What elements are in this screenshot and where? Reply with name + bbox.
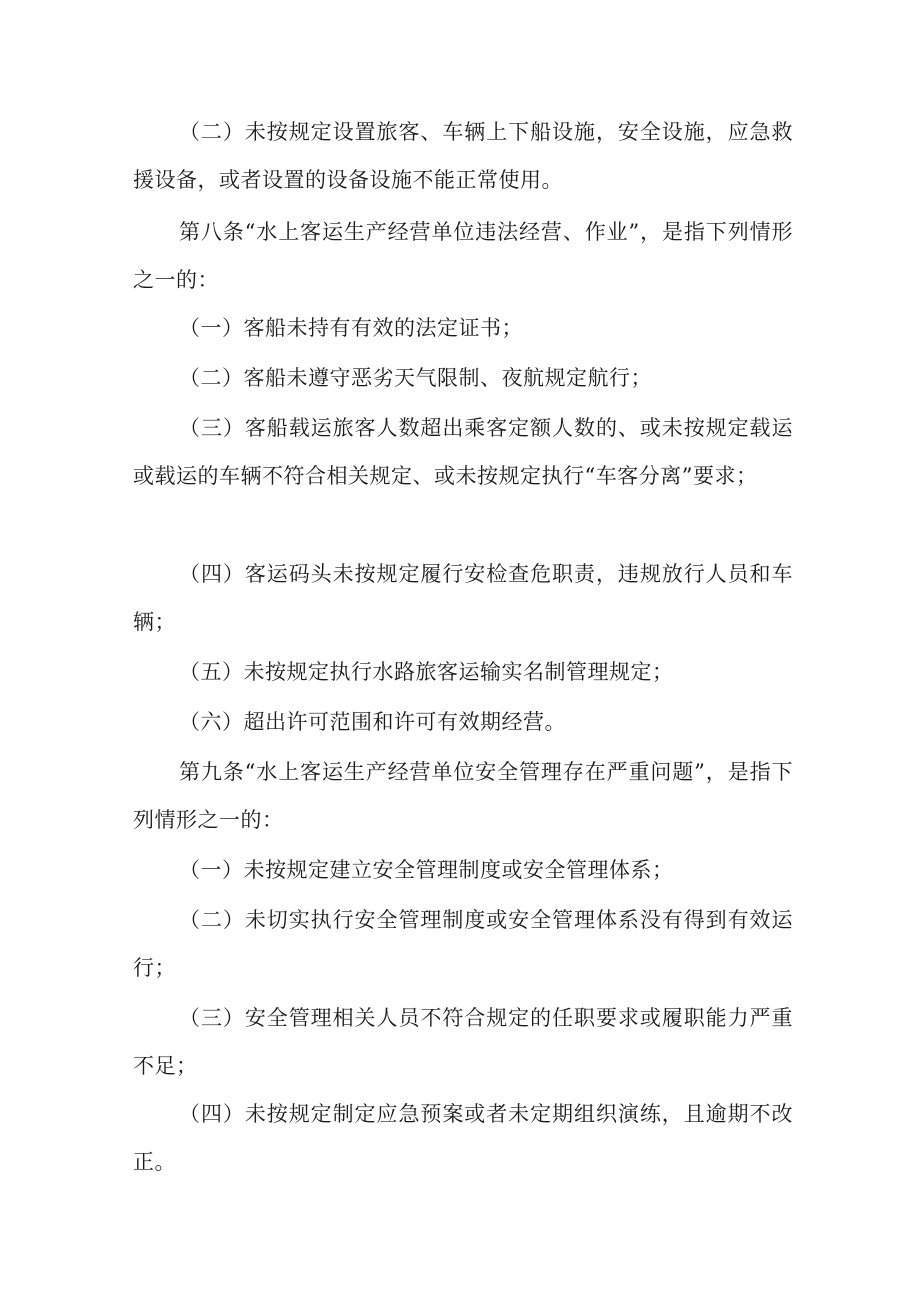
article-8-item-3: （三）客船载运旅客人数超出乘客定额人数的、或未按规定载运或载运的车辆不符合相关规定、或未按规定执行“车客分离”要求； xyxy=(133,416,793,488)
article-8-item-1: （一）客船未持有有效的法定证书； xyxy=(179,316,523,340)
article-8-item-6: （六）超出许可范围和许可有效期经营。 xyxy=(179,710,566,734)
article-9-item-3: （三）安全管理相关人员不符合规定的任职要求或履职能力严重不足； xyxy=(133,1006,793,1078)
article-9-item-2: （二）未切实执行安全管理制度或安全管理体系没有得到有效运行； xyxy=(133,908,793,980)
article-9-item-1: （一）未按规定建立安全管理制度或安全管理体系； xyxy=(179,858,674,882)
article-8-heading: 第八条“水上客运生产经营单位违法经营、作业”，是指下列情形之一的： xyxy=(133,220,793,292)
article-9-heading: 第九条“水上客运生产经营单位安全管理存在严重问题”，是指下列情形之一的： xyxy=(133,760,793,832)
paragraph-item-2-facilities: （二）未按规定设置旅客、车辆上下船设施，安全设施，应急救援设备，或者设置的设备设施不能正常使用。 xyxy=(133,120,793,192)
article-8-item-4: （四）客运码头未按规定履行安检查危职责，违规放行人员和车辆； xyxy=(133,562,793,634)
article-9-item-4: （四）未按规定制定应急预案或者未定期组织演练，且逾期不改正。 xyxy=(133,1102,793,1174)
article-8-item-2: （二）客船未遵守恶劣天气限制、夜航规定航行； xyxy=(179,366,652,390)
article-8-item-5: （五）未按规定执行水路旅客运输实名制管理规定； xyxy=(179,660,674,684)
